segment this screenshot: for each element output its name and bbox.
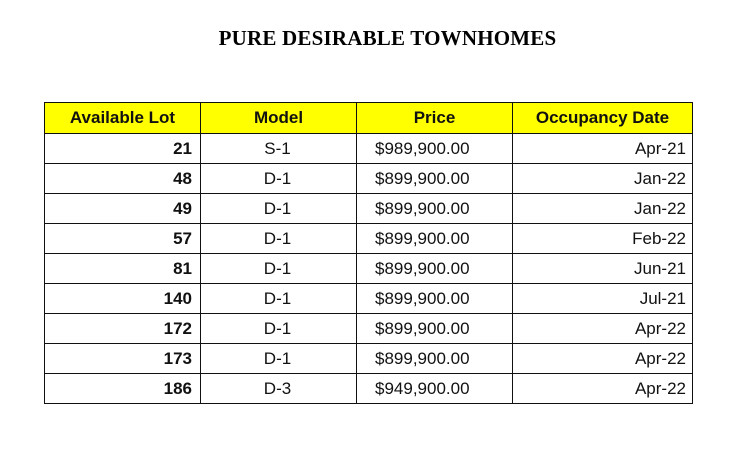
occupancy-date-cell: Jan-22: [513, 194, 693, 224]
model-cell: D-1: [201, 314, 357, 344]
lot-cell: 140: [45, 284, 201, 314]
model-cell: D-1: [201, 194, 357, 224]
document-title: PURE DESIRABLE TOWNHOMES: [218, 26, 557, 50]
model-cell: D-1: [201, 224, 357, 254]
occupancy-date-cell: Jul-21: [513, 284, 693, 314]
occupancy-date-cell: Jan-22: [513, 164, 693, 194]
header-row: [45, 103, 693, 134]
table-row: [45, 284, 693, 314]
table-row: [45, 224, 693, 254]
table-row: [45, 314, 693, 344]
price-cell: $949,900.00: [357, 374, 513, 404]
model-cell: S-1: [201, 134, 357, 164]
table-body: [45, 134, 693, 404]
price-cell: $989,900.00: [357, 134, 513, 164]
occupancy-date-cell: Apr-22: [513, 314, 693, 344]
model-cell: D-1: [201, 164, 357, 194]
table-row: [45, 164, 693, 194]
header-price: Price: [357, 103, 513, 134]
price-cell: $899,900.00: [357, 254, 513, 284]
table-row: [45, 254, 693, 284]
occupancy-date-cell: Jun-21: [513, 254, 693, 284]
lot-cell: 21: [45, 134, 201, 164]
table-header: [45, 103, 693, 134]
model-cell: D-1: [201, 254, 357, 284]
header-model: Model: [201, 103, 357, 134]
model-cell: D-1: [201, 284, 357, 314]
header-occupancy-date: Occupancy Date: [513, 103, 693, 134]
header-available-lot: Available Lot: [45, 103, 201, 134]
table-row: [45, 194, 693, 224]
lot-cell: 49: [45, 194, 201, 224]
lot-cell: 186: [45, 374, 201, 404]
price-cell: $899,900.00: [357, 314, 513, 344]
table-row: [45, 134, 693, 164]
lot-cell: 48: [45, 164, 201, 194]
price-cell: $899,900.00: [357, 164, 513, 194]
price-cell: $899,900.00: [357, 194, 513, 224]
lot-cell: 173: [45, 344, 201, 374]
occupancy-date-cell: Apr-22: [513, 344, 693, 374]
model-cell: D-1: [201, 344, 357, 374]
table-row: [45, 344, 693, 374]
price-cell: $899,900.00: [357, 224, 513, 254]
lot-cell: 172: [45, 314, 201, 344]
occupancy-date-cell: Apr-21: [513, 134, 693, 164]
price-cell: $899,900.00: [357, 284, 513, 314]
occupancy-date-cell: Feb-22: [513, 224, 693, 254]
occupancy-date-cell: Apr-22: [513, 374, 693, 404]
townhome-listing-table: [44, 102, 693, 404]
lot-cell: 57: [45, 224, 201, 254]
price-cell: $899,900.00: [357, 344, 513, 374]
table-row: [45, 374, 693, 404]
lot-cell: 81: [45, 254, 201, 284]
model-cell: D-3: [201, 374, 357, 404]
